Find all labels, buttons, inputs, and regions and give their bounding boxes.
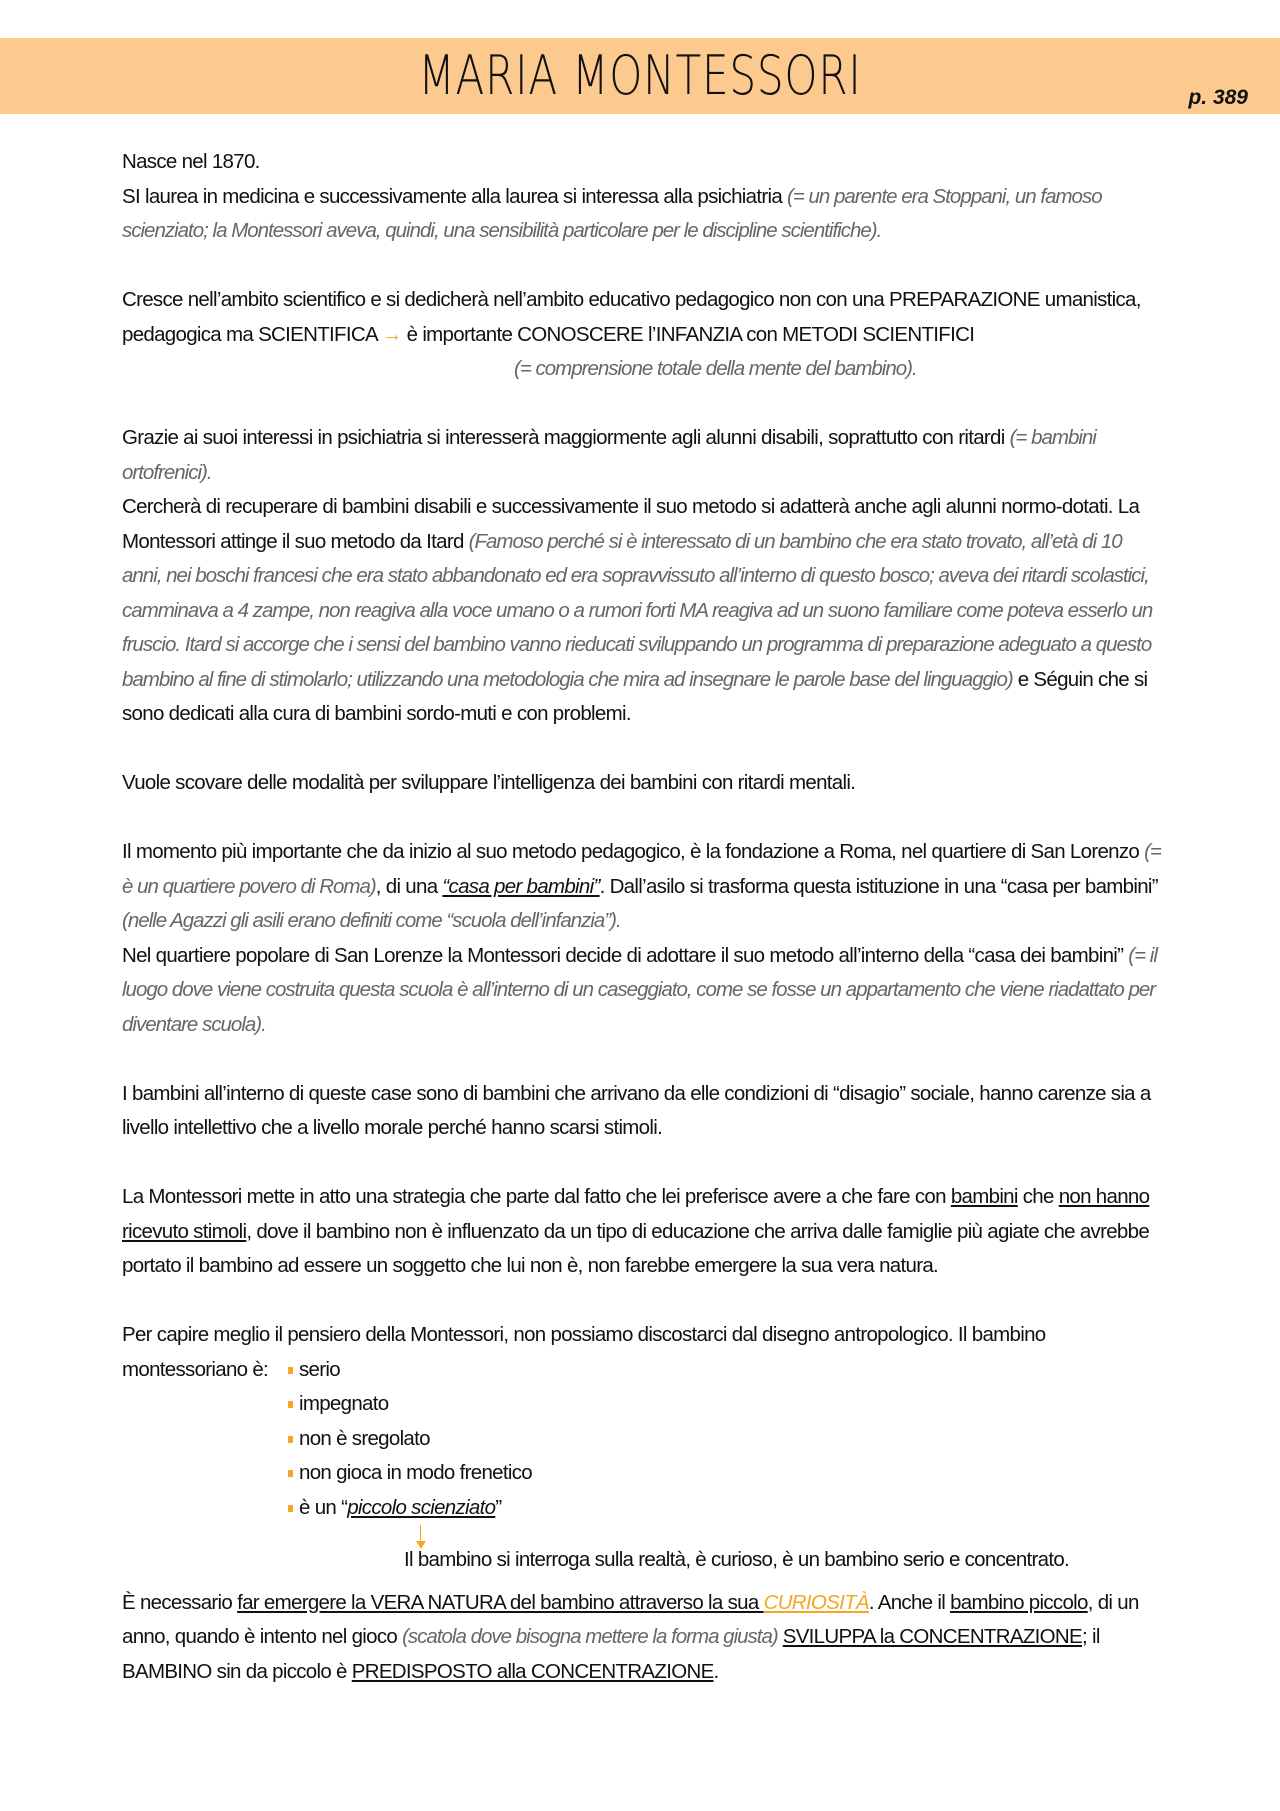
paragraph-strategy <box>122 1180 1162 1284</box>
list-text: impegnato <box>299 1392 389 1415</box>
paragraph-casa <box>122 835 1162 1042</box>
paragraph-curiosity <box>122 1586 1162 1690</box>
text: Il momento più importante che da inizio al suo metodo pedagogico, è la fondazione a Roma, nel quartiere di San Lorenzo <box>122 840 1145 863</box>
text: Grazie ai suoi interessi in psichiatria si interesserà maggiormente agli alunni disabili, soprattutto con ritardi <box>122 426 1010 449</box>
conclusion: Il bambino si interroga sulla realtà, è curioso, è un bambino serio e concentrato. <box>404 1548 1070 1571</box>
underlined-term: non hanno ricevuto stimoli <box>122 1185 1150 1243</box>
list-item <box>288 1387 1162 1422</box>
bullet-icon <box>288 1367 293 1374</box>
list-text: serio <box>299 1357 340 1381</box>
bullet-icon <box>288 1436 293 1443</box>
list-item <box>288 1491 1162 1526</box>
list-item <box>288 1422 1162 1457</box>
note: (scatola dove bisogna mettere la forma giusta) <box>402 1625 778 1648</box>
page-number: p. 389 <box>1188 86 1248 109</box>
text: Nasce nel 1870. <box>122 150 260 173</box>
paragraph-scientific <box>122 283 1162 387</box>
underlined-term: bambino piccolo <box>950 1590 1088 1614</box>
underlined-term: “casa per bambini” <box>442 874 600 898</box>
underlined-term: far emergere la VERA NATURA del bambino attraverso la sua <box>237 1590 764 1614</box>
paragraph-birth <box>122 145 1162 249</box>
note: (nelle Agazzi gli asili erano definiti come “scuola dell’infanzia”). <box>122 909 621 932</box>
paragraph-anthropology <box>122 1318 1162 1578</box>
underlined-term: PREDISPOSTO alla CONCENTRAZIONE <box>351 1659 714 1683</box>
text: che <box>1017 1185 1059 1208</box>
underlined-term: SVILUPPA la CONCENTRAZIONE <box>782 1625 1082 1648</box>
note: (= il luogo dove viene costruita questa scuola è all’interno di un caseggiato, come se fosse un appartamento che viene riadattato per diventare scuola). <box>122 943 1157 1036</box>
text: SI laurea in medicina e successivamente alla laurea si interessa alla psichiatria <box>122 184 788 208</box>
arrow-right-icon: → <box>381 322 402 346</box>
text: Vuole scovare delle modalità per sviluppare l’intelligenza dei bambini con ritardi mentali. <box>122 771 856 794</box>
note: (= è un quartiere povero di Roma) <box>122 840 1161 898</box>
underlined-term: piccolo scienziato <box>347 1495 496 1519</box>
text: Cresce nell’ambito scientifico e si dedicherà nell’ambito educativo pedagogico non con una PREPARAZIONE umanistica, pedagogica ma SCIENTIFICA <box>122 288 1141 346</box>
paragraph-disabled <box>122 421 1162 732</box>
note: (Famoso perché si è interessato di un bambino che era stato trovato, all’età di 10 anni, nei boschi francesi che era stato abbandonato ed era sopravvissuto all’interno di questo bosco; aveva dei ritardi scolastici, camminava a 4 zampe, non reagiva alla voce umano o a rumori forti MA reagiva ad un suono familiare come poteva esserlo un fruscio. Itard si accorge che i sensi del bambino vanno rieducati sviluppando un programma di preparazione adeguato a questo bambino al fine di stimolarlo; utilizzando una metodologia che mira ad insegnare le parole base del linguaggio) <box>122 529 1153 691</box>
text: Per capire meglio il pensiero della Montessori, non possiamo discostarci dal disegno antropologico. Il bambino montessoriano è: <box>122 1323 1046 1381</box>
list-text: non gioca in modo frenetico <box>299 1461 532 1484</box>
text: ; il BAMBINO sin da piccolo è <box>122 1625 1100 1683</box>
paragraph-disagio <box>122 1077 1162 1146</box>
text: Cercherà di recuperare di bambini disabili e successivamente il suo metodo si adatterà anche agli alunni normo-dotati. La Montessori attinge il suo metodo da Itard <box>122 495 1140 553</box>
page-title: MARIA MONTESSORI <box>418 44 862 107</box>
list-item <box>288 1353 1162 1388</box>
text: Nel quartiere popolare di San Lorenze la Montessori decide di adottare il suo metodo all’interno della “casa dei bambini” <box>122 943 1129 967</box>
note: (= comprensione totale della mente del bambino). <box>514 357 917 380</box>
trait-list <box>122 1353 1162 1526</box>
document-body <box>122 145 1162 1724</box>
note: (= un parente era Stoppani, un famoso scienziato; la Montessori aveva, quindi, una sensibilità particolare per le discipline scientifiche). <box>122 184 1102 242</box>
text: è importante CONOSCERE l’INFANZIA con METODI SCIENTIFICI <box>401 322 975 346</box>
arrow-down-icon <box>416 1525 426 1549</box>
underlined-term: bambini <box>950 1185 1018 1208</box>
text: , dove il bambino non è influenzato da un tipo di educazione che arriva dalle famiglie più agiate che avrebbe portato il bambino ad essere un soggetto che lui non è, non farebbe emergere la sua vera natura. <box>122 1219 1150 1277</box>
text: È necessario <box>122 1590 238 1614</box>
bullet-icon <box>288 1470 293 1477</box>
note: (= bambini ortofrenici). <box>122 426 1096 484</box>
list-item <box>288 1456 1162 1491</box>
list-text: ” <box>495 1495 502 1519</box>
text: . Anche il <box>868 1590 951 1614</box>
header-band <box>0 38 1280 114</box>
text: La Montessori mette in atto una strategia che parte dal fatto che lei preferisce avere a che fare con <box>122 1185 951 1208</box>
text: , di una <box>375 874 443 898</box>
highlight-term: CURIOSITÀ <box>763 1590 869 1614</box>
text: I bambini all’interno di queste case sono di bambini che arrivano da elle condizioni di “disagio” sociale, hanno carenze sia a livello intellettivo che a livello morale perché hanno scarsi stimoli. <box>122 1081 1151 1139</box>
list-text: non è sregolato <box>299 1426 430 1450</box>
bullet-icon <box>288 1401 293 1408</box>
text: e Séguin che si sono dedicati alla cura di bambini sordo-muti e con problemi. <box>122 667 1148 725</box>
text: . Dall’asilo si trasforma questa istituzione in una “casa per bambini” <box>599 874 1158 898</box>
list-text: è un “ <box>299 1495 348 1519</box>
paragraph-intelligence <box>122 766 1162 801</box>
text: . <box>713 1659 719 1683</box>
text: , di un anno, quando è intento nel gioco <box>122 1590 1139 1648</box>
bullet-icon <box>288 1505 293 1512</box>
